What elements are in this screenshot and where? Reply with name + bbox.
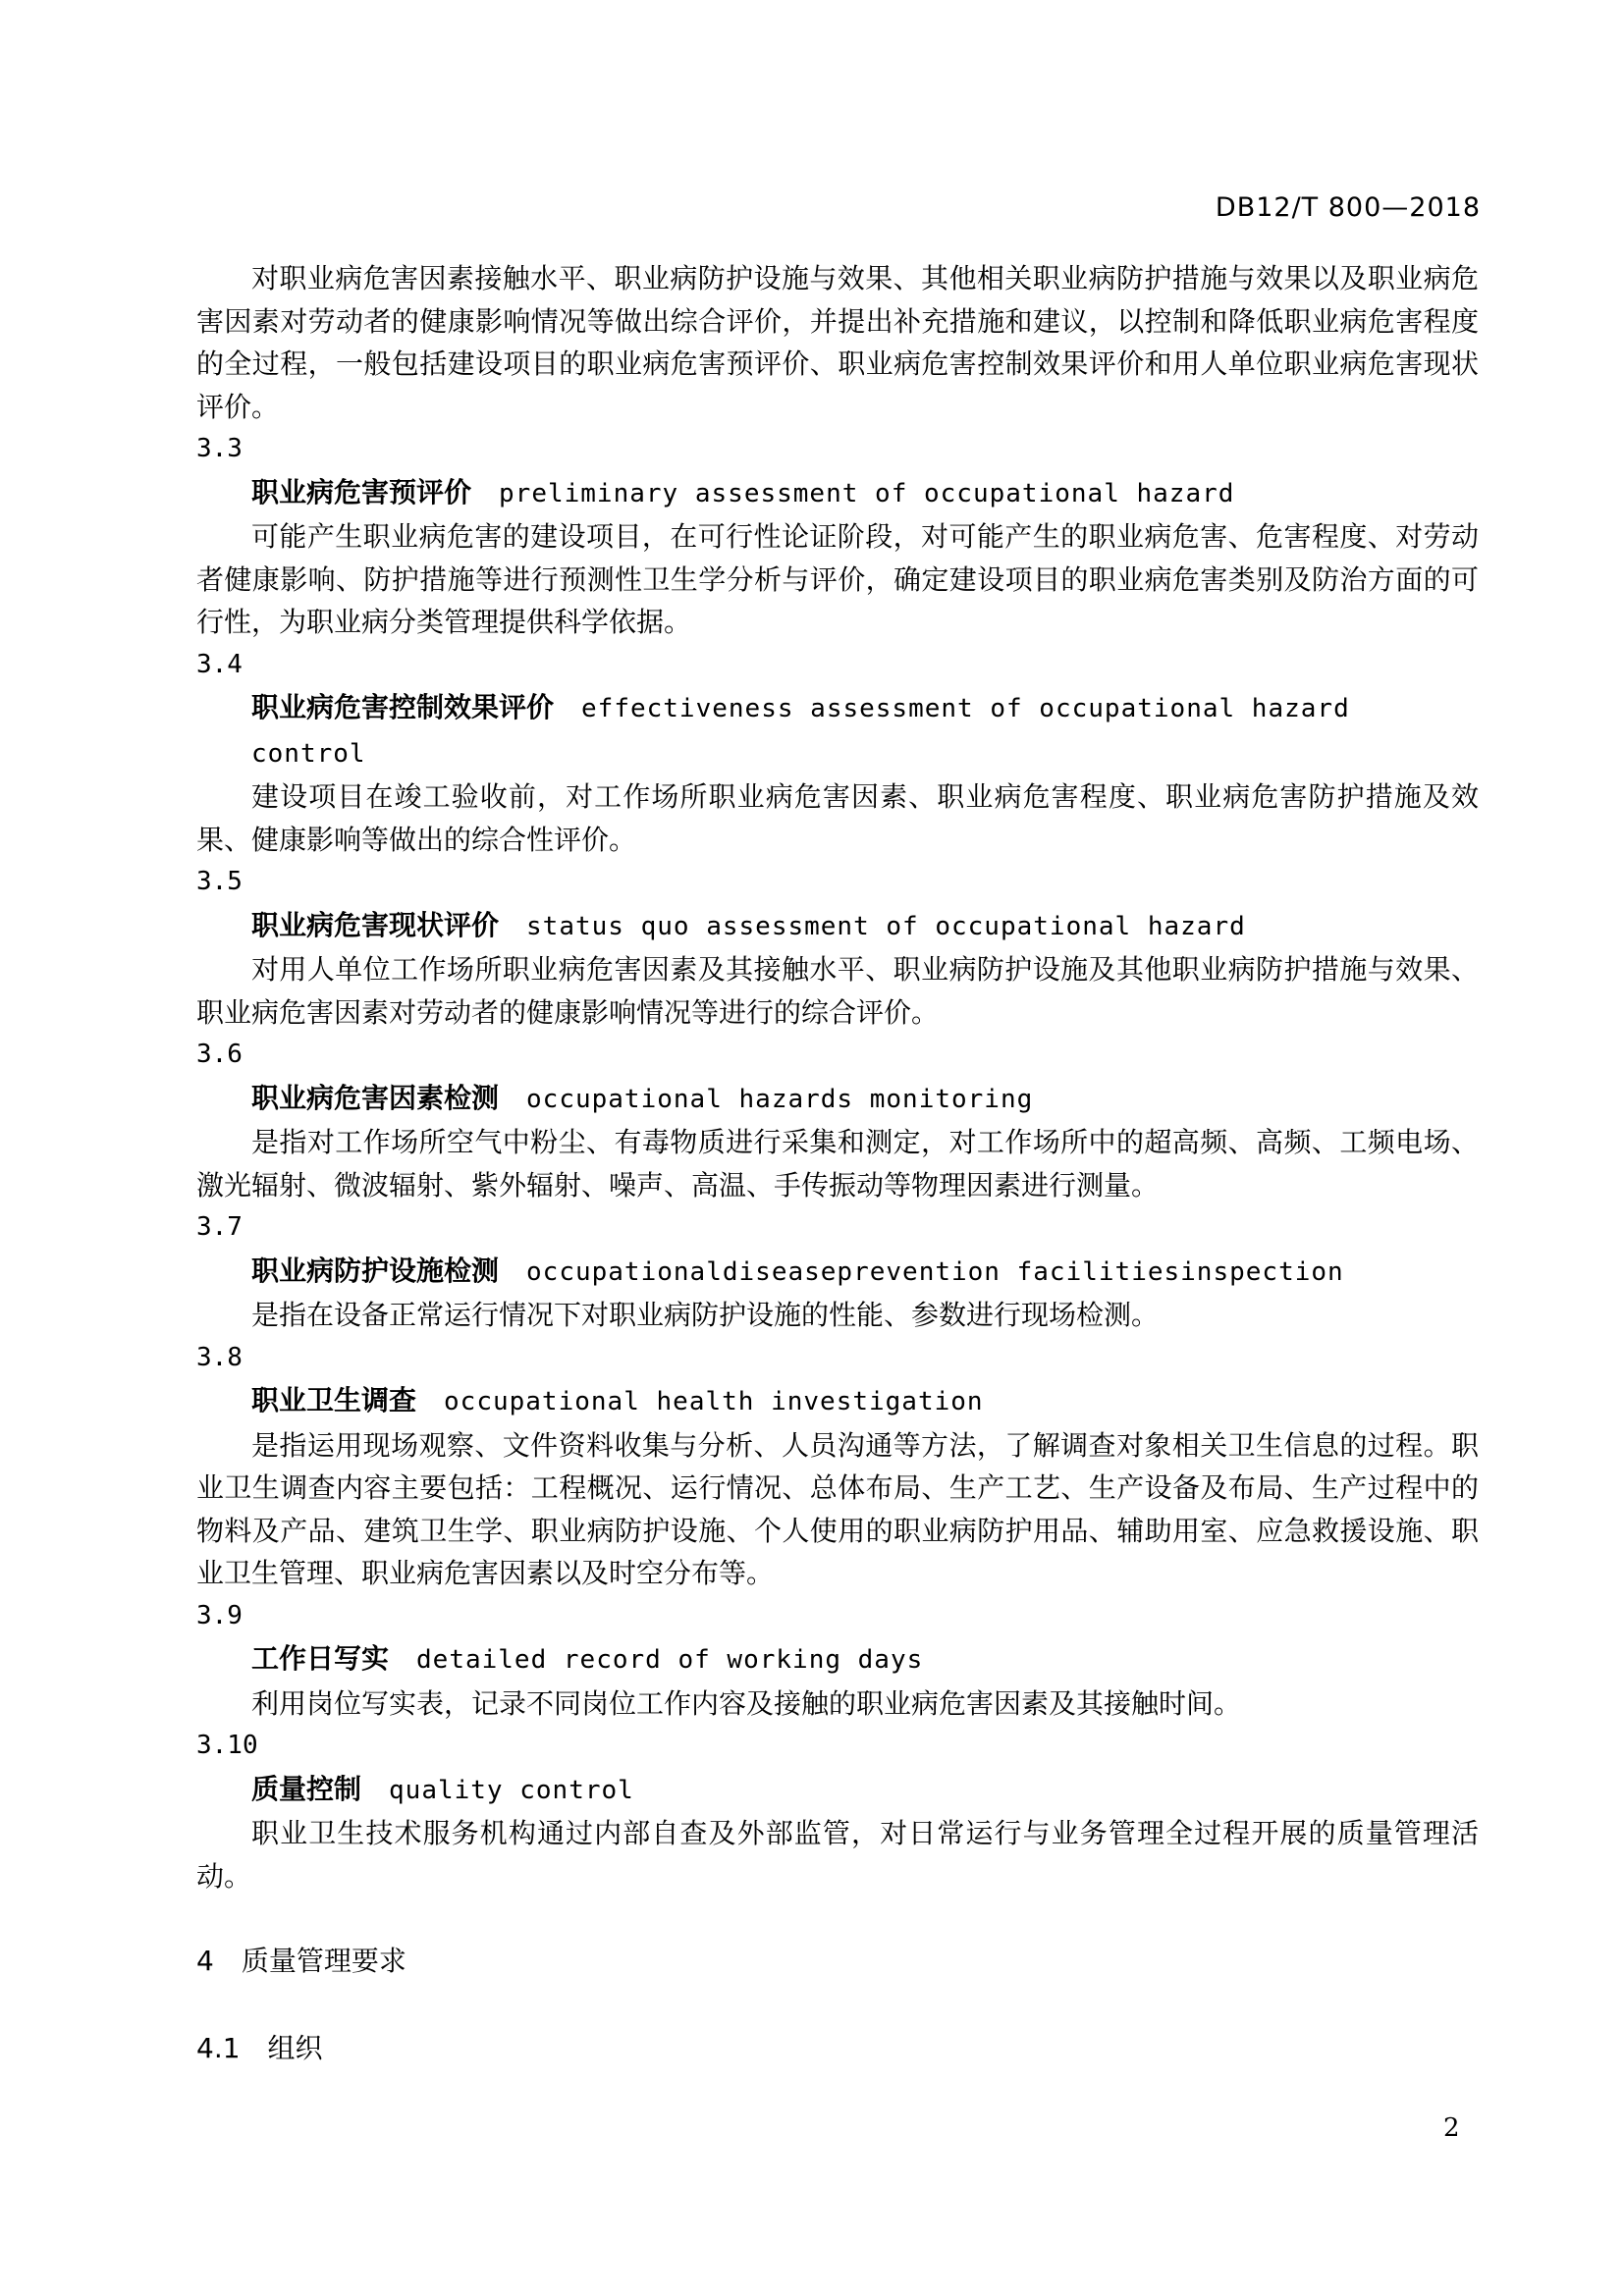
page-number: 2 bbox=[1443, 2113, 1460, 2143]
term-title bbox=[196, 1379, 1479, 1424]
term-definition: 是指在设备正常运行情况下对职业病防护设施的性能、参数进行现场检测。 bbox=[251, 1299, 1160, 1331]
term-chinese: 职业病防护设施检测 bbox=[251, 1254, 500, 1287]
term-title bbox=[196, 1768, 1479, 1813]
term-3-3 bbox=[196, 428, 1479, 644]
term-english: status quo assessment of occupational hazard bbox=[526, 911, 1246, 941]
term-3-7 bbox=[196, 1206, 1479, 1337]
clause-number: 3.4 bbox=[196, 649, 243, 679]
term-chinese: 职业病危害因素检测 bbox=[251, 1081, 500, 1114]
clause-number: 3.7 bbox=[196, 1212, 243, 1242]
term-title bbox=[196, 904, 1479, 949]
clause-number: 3.6 bbox=[196, 1040, 243, 1069]
term-definition: 利用岗位写实表，记录不同岗位工作内容及接触的职业病危害因素及其接触时间。 bbox=[251, 1686, 1242, 1720]
clause-number: 3.9 bbox=[196, 1600, 243, 1630]
term-english: preliminary assessment of occupational hazard bbox=[499, 478, 1235, 508]
term-chinese: 职业病危害控制效果评价 bbox=[251, 691, 555, 723]
term-3-4 bbox=[196, 644, 1479, 862]
term-chinese: 工作日写实 bbox=[251, 1642, 390, 1675]
term-title bbox=[196, 1637, 1479, 1682]
term-3-9 bbox=[196, 1595, 1479, 1726]
term-english: effectiveness assessment of occupational hazard control bbox=[251, 694, 1350, 769]
term-3-5 bbox=[196, 861, 1479, 1034]
clause-number: 3.10 bbox=[196, 1731, 258, 1760]
section-heading-4 bbox=[196, 1940, 1479, 1983]
term-3-6 bbox=[196, 1034, 1479, 1206]
term-english: occupationaldiseaseprevention facilitiesinspection bbox=[526, 1256, 1344, 1287]
section-number: 4 bbox=[196, 1945, 214, 1977]
document-code: DB12/T 800—2018 bbox=[1215, 192, 1481, 223]
term-3-8 bbox=[196, 1337, 1479, 1595]
term-title bbox=[196, 471, 1479, 516]
term-3-10 bbox=[196, 1725, 1479, 1897]
term-english: occupational hazards monitoring bbox=[526, 1084, 1034, 1114]
term-title bbox=[196, 1077, 1479, 1122]
section-number: 4.1 bbox=[196, 2031, 241, 2064]
clause-number: 3.3 bbox=[196, 434, 243, 463]
term-definition: 可能产生职业病危害的建设项目，在可行性论证阶段，对可能产生的职业病危害、危害程度、对劳动者健康影响、防护措施等进行预测性卫生学分析与评价，确定建设项目的职业病危害类别及防治方面的可行性，为职业病分类管理提供科学依据。 bbox=[196, 520, 1479, 638]
term-definition: 对用人单位工作场所职业病危害因素及其接触水平、职业病防护设施及其他职业病防护措施与效果、职业病危害因素对劳动者的健康影响情况等进行的综合评价。 bbox=[196, 953, 1479, 1029]
page-content bbox=[196, 257, 1479, 2069]
term-title bbox=[196, 686, 1479, 775]
term-english: occupational health investigation bbox=[444, 1387, 984, 1416]
term-chinese: 质量控制 bbox=[251, 1772, 362, 1805]
term-definition: 建设项目在竣工验收前，对工作场所职业病危害因素、职业病危害程度、职业病危害防护措施及效果、健康影响等做出的综合性评价。 bbox=[196, 780, 1479, 856]
term-definition: 是指对工作场所空气中粉尘、有毒物质进行采集和测定，对工作场所中的超高频、高频、工频电场、激光辐射、微波辐射、紫外辐射、噪声、高温、手传振动等物理因素进行测量。 bbox=[196, 1126, 1479, 1201]
term-definition: 是指运用现场观察、文件资料收集与分析、人员沟通等方法，了解调查对象相关卫生信息的过程。职业卫生调查内容主要包括：工程概况、运行情况、总体布局、生产工艺、生产设备及布局、生产过程中的物料及产品、建筑卫生学、职业病防护设施、个人使用的职业病防护用品、辅助用室、应急救援设施、职业卫生管理、职业病危害因素以及时空分布等。 bbox=[196, 1428, 1479, 1589]
term-chinese: 职业卫生调查 bbox=[251, 1384, 417, 1416]
intro-paragraph: 对职业病危害因素接触水平、职业病防护设施与效果、其他相关职业病防护措施与效果以及职业病危害因素对劳动者的健康影响情况等做出综合评价，并提出补充措施和建议，以控制和降低职业病危害程度的全过程，一般包括建设项目的职业病危害预评价、职业病危害控制效果评价和用人单位职业病危害现状评价。 bbox=[196, 262, 1479, 423]
term-english: detailed record of working days bbox=[416, 1645, 924, 1675]
term-english: quality control bbox=[389, 1775, 634, 1805]
section-title: 组织 bbox=[267, 2031, 323, 2064]
term-definition: 职业卫生技术服务机构通过内部自查及外部监管，对日常运行与业务管理全过程开展的质量管理活动。 bbox=[196, 1817, 1479, 1893]
term-chinese: 职业病危害预评价 bbox=[251, 475, 472, 508]
term-chinese: 职业病危害现状评价 bbox=[251, 908, 500, 941]
term-title bbox=[196, 1250, 1479, 1295]
section-title: 质量管理要求 bbox=[241, 1945, 406, 1977]
section-heading-4-1 bbox=[196, 2027, 1479, 2070]
clause-number: 3.8 bbox=[196, 1342, 243, 1372]
clause-number: 3.5 bbox=[196, 867, 243, 896]
